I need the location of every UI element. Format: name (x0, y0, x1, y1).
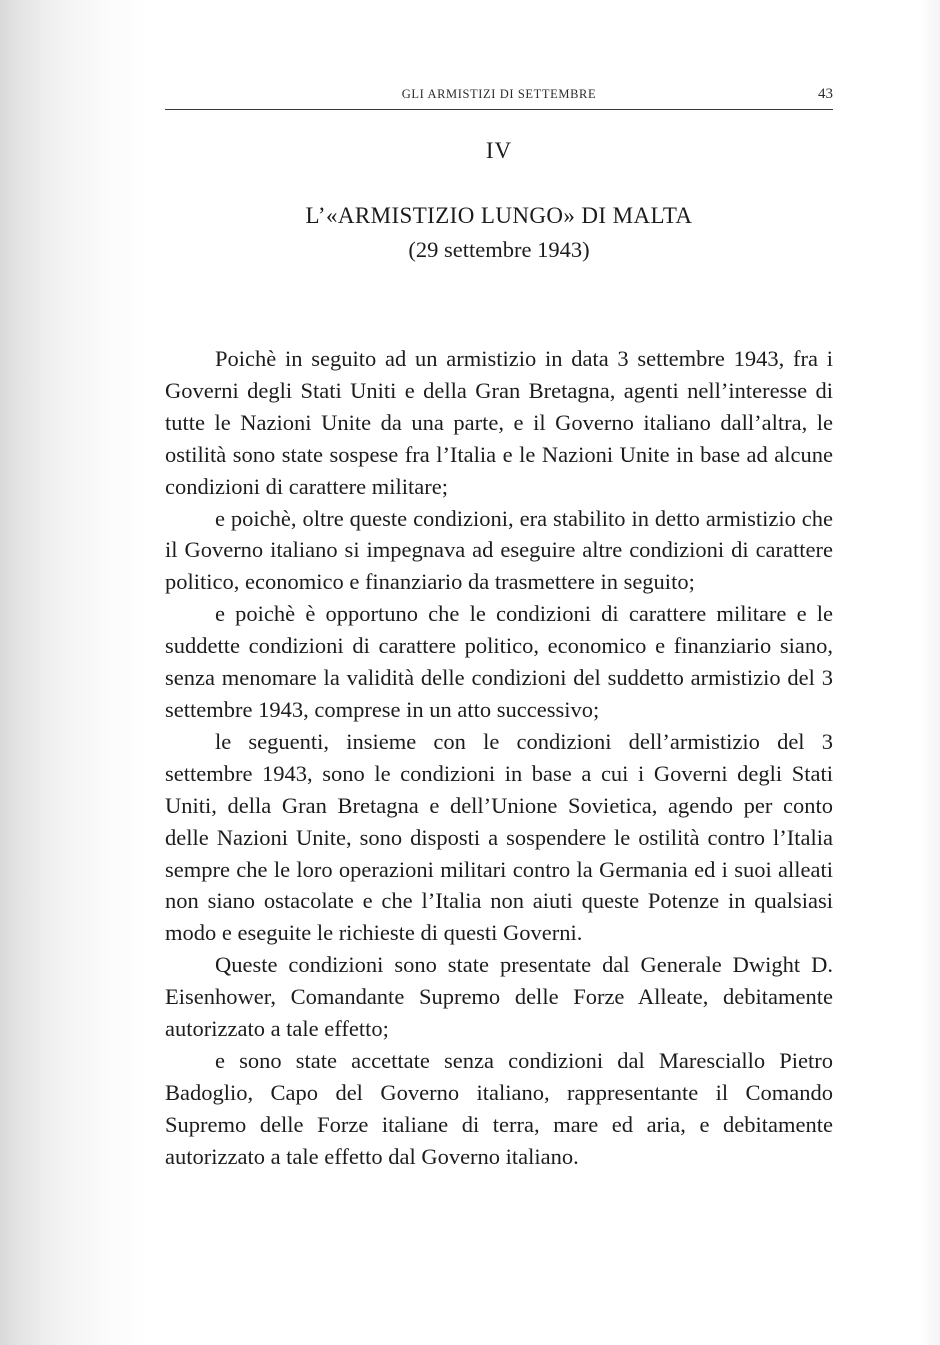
body-text (165, 343, 833, 1173)
chapter-number: IV (485, 138, 513, 163)
paragraph-preamble-3: e poichè è opportuno che le condizioni di carattere militare e le suddette condizioni di carattere politico, economico e finanziario siano, senza menomare la validità delle condizioni del suddetto armistizio del 3 settembre 1943, comprese in un atto successivo; (165, 601, 833, 722)
paragraph-presented: Queste condizioni sono state presentate dal Generale Dwight D. Eisenhower, Comandante Supremo delle Forze Alleate, debitamente autorizzato a tale effetto; (165, 952, 833, 1042)
page-number: 43 (818, 86, 833, 102)
running-title: GLI ARMISTIZI DI SETTEMBRE (401, 87, 597, 101)
paragraph-preamble-1: Poichè in seguito ad un armistizio in data 3 settembre 1943, fra i Governi degli Stati Uniti e della Gran Bretagna, agenti nell’interesse di tutte le Nazioni Unite da una parte, e il Governo italiano dall’altra, le ostilità sono state sospese fra l’Italia e le Nazioni Unite in base ad alcune condizioni di carattere militare; (165, 346, 833, 499)
paragraph-conditions: le seguenti, insieme con le condizioni dell’armistizio del 3 settembre 1943, sono le condizioni in base a cui i Governi degli Stati Uniti, della Gran Bretagna e dell’Unione Sovietica, agendo per conto delle Nazioni Unite, sono disposti a sospendere le ostilità contro l’Italia sempre che le loro operazioni militari contro la Germania ed i suoi alleati non siano ostacolate e che l’Italia non aiuti queste Potenze in qualsiasi modo e eseguite le richieste di questi Governi. (165, 728, 833, 946)
paragraph-preamble-2: e poichè, oltre queste condizioni, era stabilito in detto armistizio che il Governo italiano si impegnava ad eseguire altre condizioni di carattere politico, economico e finanziario da trasmettere in seguito; (165, 505, 833, 595)
paragraph-accepted: e sono state accettate senza condizioni dal Maresciallo Pietro Badoglio, Capo del Governo italiano, rappresentante il Comando Supremo delle Forze italiane di terra, mare ed aria, e debitamente autorizzato a tale effetto dal Governo italiano. (165, 1047, 833, 1169)
chapter-title: L’«ARMISTIZIO LUNGO» DI MALTA (305, 203, 693, 228)
chapter-date: (29 settembre 1943) (408, 237, 590, 262)
running-header (165, 87, 833, 110)
